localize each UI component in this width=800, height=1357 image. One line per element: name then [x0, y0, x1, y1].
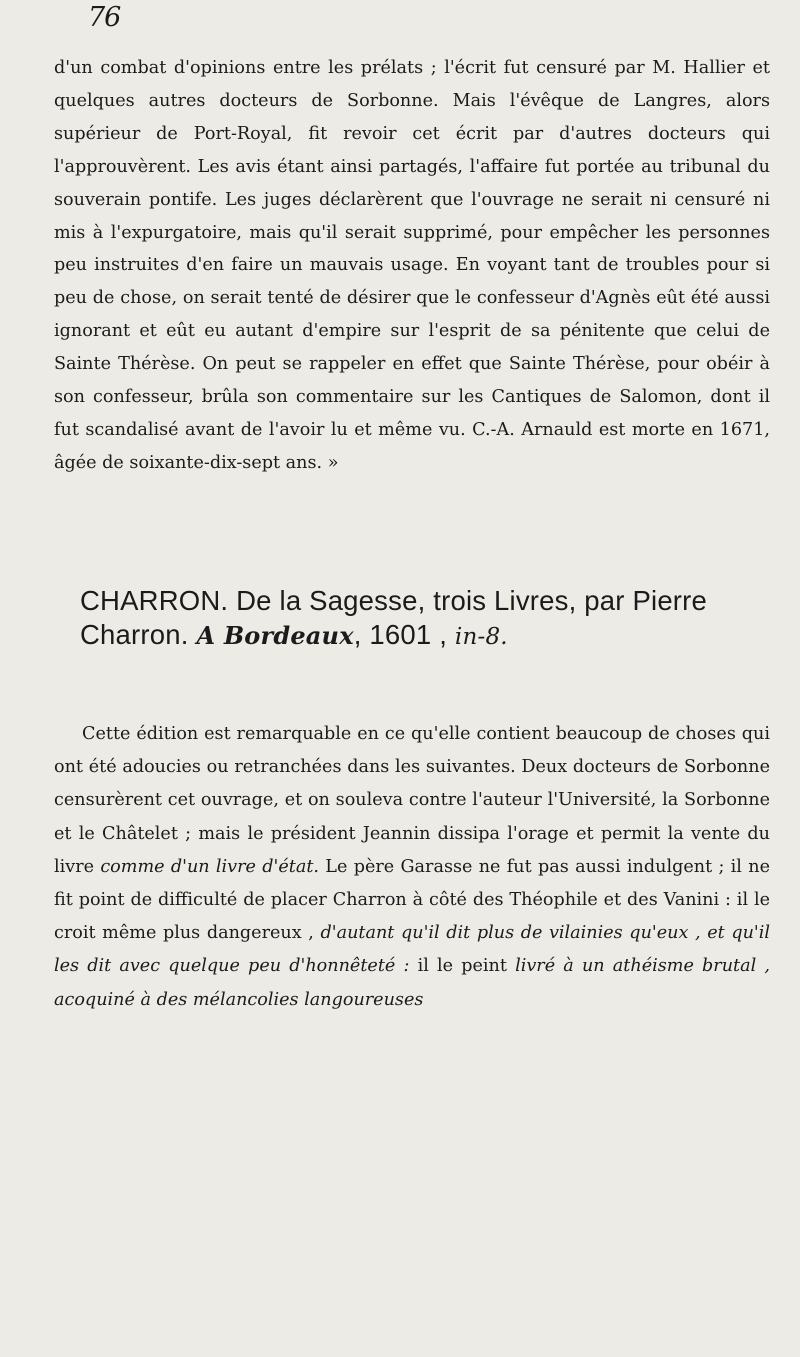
continued-paragraph-text: d'un combat d'opinions entre les prélats ; l'écrit fut censuré par M. Hallier et quelques autres docteurs de Sorbonne. Mais l'évêque de Langres, alors supérieur de Port-Royal, fit revoir cet écrit par d'autres docteurs qui l'approuvèrent. Les avis étant ainsi partagés, l'affaire fut portée au tribunal du souverain pontife. Les juges déclarèrent que l'ouvrage ne serait ni censuré ni mis à l'expurgatoire, mais qu'il serait supprimé, pour empêcher les personnes peu instruites d'en faire un mauvais usage. En voyant tant de troubles pour si peu de chose, on serait tenté de désirer que le confesseur d'Agnès eût été aussi ignorant et eût eu autant d'empire sur l'esprit de sa pénitente que celui de Sainte Thérèse. On peut se rappeler en effet que Sainte Thérèse, pour obéir à son confesseur, brûla son commentaire sur les Cantiques de Salomon, dont il fut scandalisé avant de l'avoir lu et même vu. C.-A. Arnauld est morte en 1671, âgée de soixante-dix-sept ans. »: [54, 58, 770, 473]
entry-description-text: [54, 718, 770, 1017]
entry-quote-2: d'autant qu'il dit plus de vilainies qu'eux , et qu'il les dit avec quelque peu d'honnêteté :: [54, 923, 770, 977]
entry-heading-format: in-8.: [454, 624, 508, 650]
entry-quote-1: comme d'un livre d'état.: [100, 856, 319, 877]
entry-heading-year: , 1601 ,: [353, 619, 448, 650]
entry-description: [54, 718, 770, 1017]
continued-paragraph: [54, 52, 770, 480]
entry-heading-title: CHARRON. De la Sagesse, trois Livres, par Pierre Charron.: [80, 585, 708, 650]
entry-quote-3: livré à un athéisme brutal , acoquiné à des mélancolies langoureuses: [54, 956, 770, 1010]
entry-text-middle: Le père Garasse ne fut pas aussi indulgent ; il ne fit point de difficulté de placer Charron à côté des Théophile et des Vanini : il le croit même plus dangereux ,: [54, 856, 770, 944]
entry-heading-place: A Bordeaux: [196, 621, 354, 650]
entry-heading: [80, 584, 772, 654]
entry-text-end: il le peint: [409, 956, 516, 977]
entry-text-start: Cette édition est remarquable en ce qu'elle contient beaucoup de choses qui ont été adoucies ou retranchées dans les suivantes. Deux docteurs de Sorbonne censurèrent cet ouvrage, et on souleva contre l'auteur l'Université, la Sorbonne et le Châtelet ; mais le président Jeannin dissipa l'orage et permit la vente du livre: [54, 724, 770, 877]
page-number: 76: [88, 2, 121, 33]
